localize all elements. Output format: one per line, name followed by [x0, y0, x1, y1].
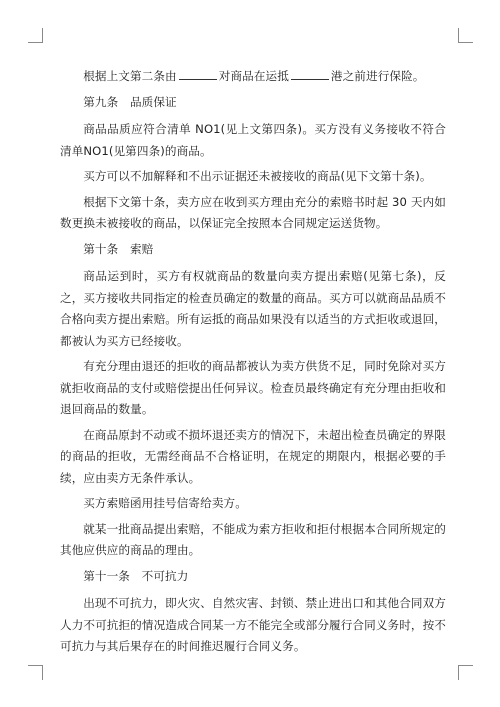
text-segment: 港之前进行保险。	[330, 69, 425, 83]
crop-mark-top-left	[28, 28, 43, 43]
fill-in-blank	[291, 66, 329, 80]
article-11-heading: 第十一条 不可抗力	[83, 568, 189, 583]
article-9-paragraph-2: 买方可以不加解释和不出示证据还未被接收的商品(见下文第十条)。	[83, 169, 432, 183]
crop-mark-bottom-right	[458, 665, 473, 680]
article-10-paragraph-4: 买方索赔函用挂号信寄给卖方。	[83, 496, 247, 510]
article-9-heading: 第九条 品质保证	[83, 94, 177, 109]
article-10-paragraph-5: 就某一批商品提出索赔，不能成为索方拒收和拒付根据本合同所规定的其他应供应的商品的理由。	[60, 521, 446, 557]
crop-mark-bottom-left	[28, 665, 43, 680]
article-10-heading: 第十条 索赔	[83, 241, 154, 256]
article-9-paragraph-3: 根据下文第十条，卖方应在收到买方理由充分的索赔书时起 30 天内如数更换未被接收的商品，以保证完全按照本合同规定运送货物。	[60, 194, 446, 230]
article-10-paragraph-1: 商品运到时，买方有权就商品的数量向卖方提出索赔(见第七条)，反之，买方接收共同指定的检查员确定的数量的商品。买方可以就商品品质不合格向卖方提出索赔。所有运抵的商品如果没有以适当的方式拒收或退回，都被认为买方已经接收。	[60, 269, 446, 348]
document-body	[60, 66, 446, 662]
article-9-paragraph-1: 商品品质应符合清单 NO1(见上文第四条)。买方没有义务接收不符合清单NO1(见第四条)的商品。	[60, 122, 446, 158]
fill-in-blank	[179, 66, 217, 80]
paragraph-insurance	[60, 66, 446, 88]
article-10-paragraph-3: 在商品原封不动或不损坏退还卖方的情况下，未超出检查员确定的界限的商品的拒收，无需经商品不合格证明，在规定的期限内，根据必要的手续，应由卖方无条件承认。	[60, 427, 446, 485]
text-segment: 对商品在运抵	[218, 69, 289, 83]
crop-mark-top-right	[458, 28, 473, 43]
article-11-paragraph-1: 出现不可抗力，即火灾、自然灾害、封锁、禁止进出口和其他合同双方人力不可抗拒的情况造成合同某一方不能完全或部分履行合同义务时，按不可抗力与其后果存在的时间推迟履行合同义务。	[60, 596, 446, 653]
article-10-paragraph-2: 有充分理由退还的拒收的商品都被认为卖方供货不足，同时免除对买方就拒收商品的支付或赔偿提出任何异议。检查员最终确定有充分理由拒收和退回商品的数量。	[60, 359, 446, 416]
text-segment: 根据上文第二条由	[83, 69, 177, 83]
